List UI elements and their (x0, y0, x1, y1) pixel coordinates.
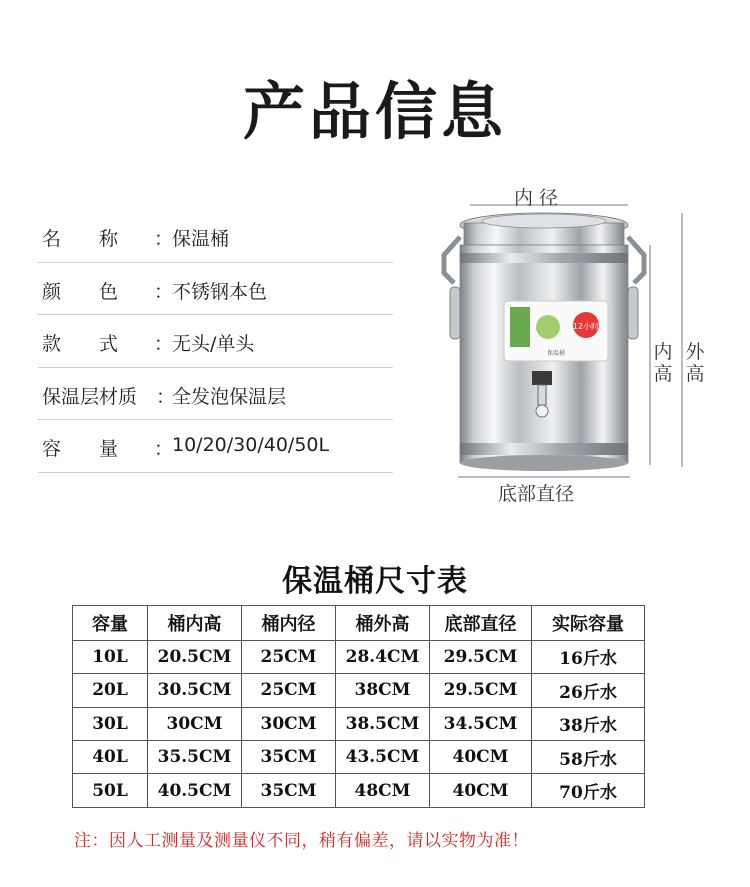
table-header-cell: 桶外高 (336, 606, 430, 641)
table-cell: 20.5CM (148, 640, 242, 673)
table-cell: 26斤水 (532, 674, 645, 707)
table-cell: 38CM (336, 674, 430, 707)
outer-height-label (684, 341, 706, 385)
spec-value: 全发泡保温层 (172, 385, 287, 408)
spec-label: 名 称 (42, 228, 119, 250)
table-row (73, 741, 645, 774)
spec-row-capacity (38, 420, 393, 473)
table-cell: 35CM (242, 741, 336, 774)
table-cell: 25CM (242, 640, 336, 673)
table-cell: 58斤水 (532, 741, 645, 774)
spec-row-name (38, 210, 393, 263)
product-diagram (430, 175, 730, 515)
base-diameter-label: 底部直径 (498, 483, 575, 505)
table-header-cell: 桶内高 (148, 606, 242, 641)
inner-diameter-label: 内 径 (514, 187, 559, 209)
table-cell: 20L (73, 674, 148, 707)
table-cell: 29.5CM (430, 640, 532, 673)
table-row (73, 674, 645, 707)
table-cell: 29.5CM (430, 674, 532, 707)
spec-label: 款 式 (42, 333, 119, 355)
table-cell: 10L (73, 640, 148, 673)
table-cell: 35CM (242, 774, 336, 808)
table-cell: 40.5CM (148, 774, 242, 808)
spec-value: 不锈钢本色 (172, 280, 268, 303)
table-header-row (73, 606, 645, 641)
spec-row-color (38, 263, 393, 316)
table-cell: 70斤水 (532, 774, 645, 808)
table-header-cell: 容量 (73, 606, 148, 641)
table-cell: 50L (73, 774, 148, 808)
table-title: 保温桶尺寸表 (282, 564, 468, 599)
page-title: 产品信息 (242, 75, 507, 148)
table-cell: 38.5CM (336, 707, 430, 740)
spec-value: 无头/单头 (172, 333, 255, 355)
badge-text: 12小时 (572, 322, 600, 331)
table-row (73, 640, 645, 673)
table-cell: 25CM (242, 674, 336, 707)
table-cell: 30CM (242, 707, 336, 740)
table-header-cell: 底部直径 (430, 606, 532, 641)
table-cell: 16斤水 (532, 640, 645, 673)
table-cell: 28.4CM (336, 640, 430, 673)
table-cell: 40CM (430, 741, 532, 774)
spec-colon: ： (154, 280, 174, 303)
table-row (73, 774, 645, 808)
table-cell: 30.5CM (148, 674, 242, 707)
inner-height-label (652, 341, 674, 385)
spec-label: 容 量 (42, 438, 119, 460)
spec-label: 保温层材质 (42, 385, 138, 408)
inner-height-text: 内 高 (653, 341, 673, 385)
sticker-text: 保温桶 (546, 350, 566, 357)
spec-row-style (38, 315, 393, 368)
size-table (72, 605, 645, 808)
spec-value: 保温桶 (172, 228, 230, 250)
table-cell: 30CM (148, 707, 242, 740)
table-cell: 34.5CM (430, 707, 532, 740)
spec-list (38, 210, 393, 473)
outer-height-text: 外 高 (685, 341, 705, 385)
table-cell: 35.5CM (148, 741, 242, 774)
spec-colon: ： (156, 385, 176, 408)
table-cell: 30L (73, 707, 148, 740)
spec-label: 颜 色 (42, 280, 119, 303)
disclaimer-note: 注：因人工测量及测量仪不同，稍有偏差，请以实物为准！ (74, 831, 529, 851)
table-header-cell: 实际容量 (532, 606, 645, 641)
table-cell: 40L (73, 741, 148, 774)
table-cell: 38斤水 (532, 707, 645, 740)
table-header-cell: 桶内径 (242, 606, 336, 641)
table-cell: 43.5CM (336, 741, 430, 774)
spec-colon: ： (154, 438, 174, 460)
spec-value: 10/20/30/40/50L (172, 434, 330, 456)
spec-row-material (38, 368, 393, 421)
table-row (73, 707, 645, 740)
spec-colon: ： (154, 333, 174, 355)
spec-colon: ： (154, 228, 174, 250)
table-cell: 48CM (336, 774, 430, 808)
table-cell: 40CM (430, 774, 532, 808)
